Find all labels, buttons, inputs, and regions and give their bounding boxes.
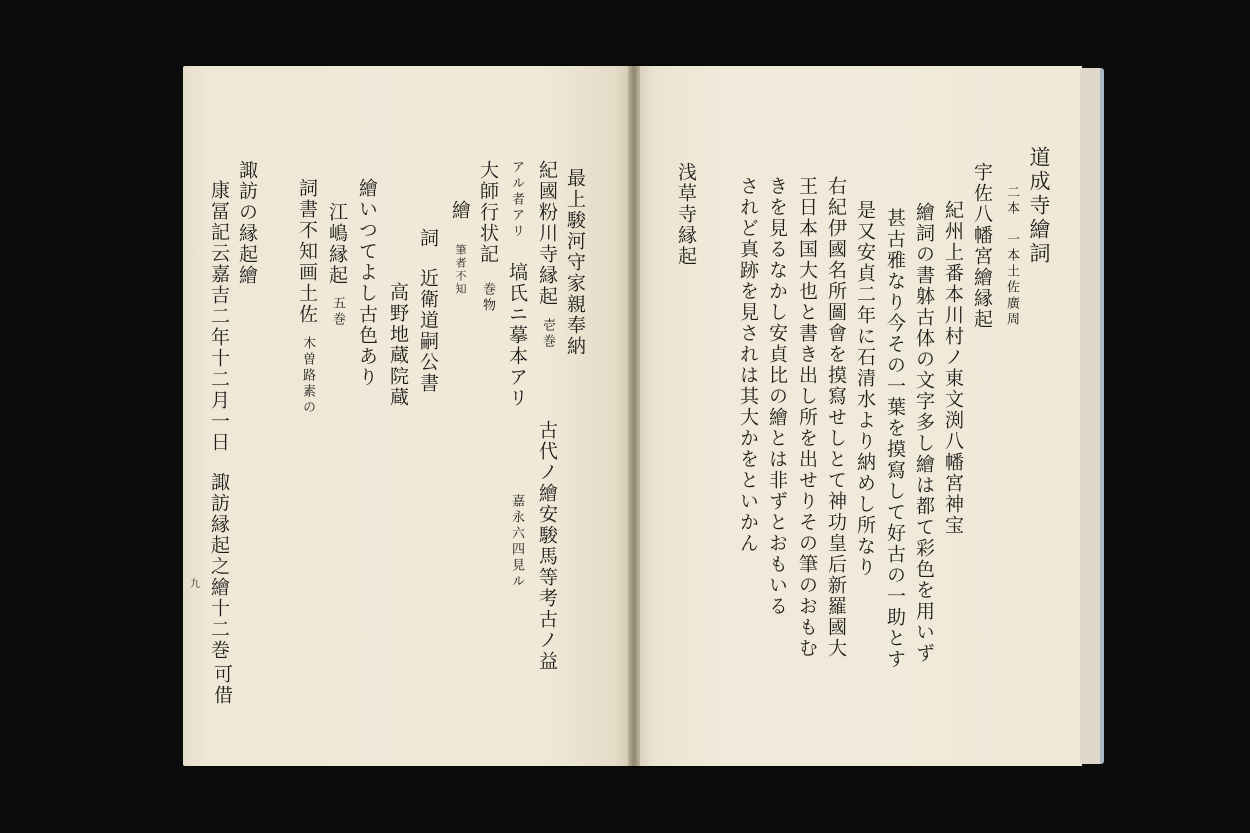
right-col-11: されど真跡を見されは其大かをといかん [737,176,759,554]
left-col-8: 繪いつてよし古色あり [356,178,378,388]
right-col-5: 繪詞の書躰古体の文字多し繪は都て彩色を用いず [913,202,935,664]
page-edges [1080,68,1104,764]
left-col-4: 大師行状記 [477,160,499,265]
left-col-2: 紀國粉川寺縁起 [536,160,558,307]
right-col-1: 道成寺繪詞 [1027,146,1051,266]
folio-number: 九 [190,579,200,590]
left-col-9: 江嶋縁起 [326,202,348,286]
left-col-5-note: 筆者不知 [454,244,467,296]
left-col-11: 諏訪の縁起繪 [236,160,258,286]
left-col-2-text: 古代ノ繪安駿馬等考古ノ益 [536,420,558,672]
left-col-3-note: 塙氏ニ摹本アリ [506,262,528,409]
left-col-6: 詞 [417,228,439,249]
left-col-2-note: 壱巻 [540,318,555,350]
left-col-1: 最上駿河守家親奉納 [564,168,586,357]
right-col-8: 右紀伊國名所圖會を摸寫せしとて神功皇后新羅國大 [825,176,847,659]
right-col-4: 紀州上番本川村ノ東文渕八幡宮神宝 [942,200,964,536]
left-col-12: 康冨記云嘉吉二年十二月一日 [208,180,230,453]
book-gutter [628,66,640,766]
left-col-12-note: 可借 [211,664,233,706]
left-col-12-text: 諏訪縁起之繪十二巻 [208,472,230,661]
left-col-4-note: 巻物 [480,282,495,314]
right-col-2: 二本 [1004,185,1019,217]
left-col-6-note: 近衛道嗣公書 [417,268,439,394]
right-col-10: きを見るなかし安貞比の繪とは非ずとおもいる [766,176,788,617]
left-col-10-note: 木曽路素の [300,336,315,416]
right-col-2-note: 一本土佐廣周 [1004,232,1019,328]
left-col-3-date: 嘉永六四見ル [509,494,524,590]
left-col-7: 高野地蔵院蔵 [387,282,409,408]
left-col-10: 詞書不知画土佐 [296,178,318,325]
right-col-9: 王日本国大也と書き出し所を出せりその筆のおもむ [796,176,818,659]
right-col-6: 甚古雅なり今その一葉を摸寫して好古の一助とす [884,208,906,670]
left-col-9-note: 五巻 [330,296,345,328]
left-col-5: 繪 [449,200,471,221]
right-col-7: 是又安貞二年に石清水より納めし所なり [854,200,876,578]
right-col-3: 宇佐八幡宮繪縁起 [971,162,993,330]
right-col-12: 浅草寺縁起 [675,162,697,267]
left-col-3: アル者アリ [509,160,524,240]
